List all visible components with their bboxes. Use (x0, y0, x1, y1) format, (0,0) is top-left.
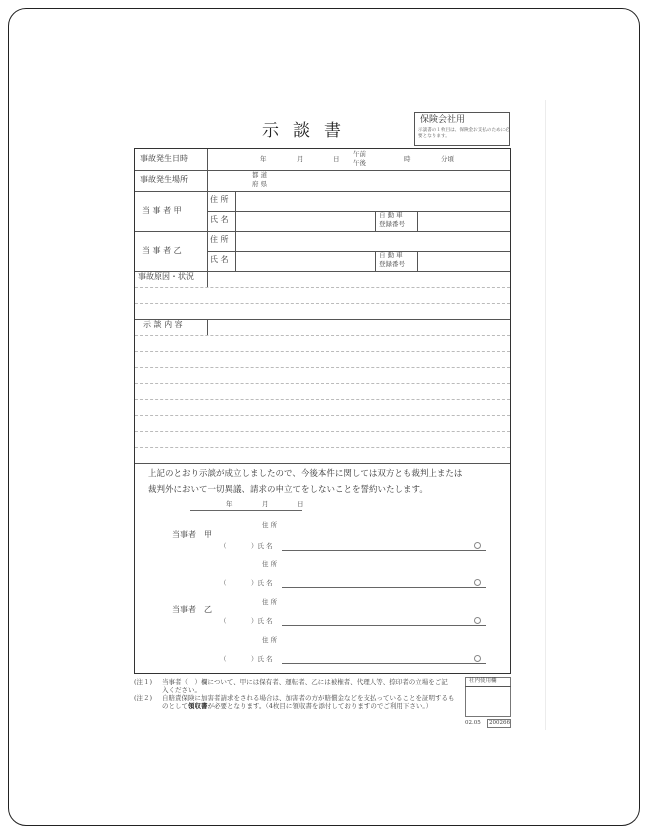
col-divider (207, 170, 208, 191)
row-divider (207, 251, 510, 252)
seal-mark-icon (474, 655, 481, 662)
sig-name-line (282, 587, 486, 588)
place-label: 事故発生場所 (140, 175, 188, 184)
year-unit: 年 (260, 155, 267, 163)
fuken-label: 府 県 (252, 180, 268, 188)
internal-box-divider (465, 686, 511, 687)
party-a-address-label: 住 所 (210, 195, 229, 204)
date-label: 事故発生日時 (140, 154, 188, 163)
party-a-label: 当 事 者 甲 (142, 206, 182, 215)
content-write-line (135, 431, 510, 432)
hour-unit: 時 (404, 155, 411, 163)
seal-mark-icon (474, 542, 481, 549)
seal-mark-icon (474, 617, 481, 624)
insurer-box-note: 示談書の１枚目は、保険金お支払のために必要となります。 (418, 128, 510, 139)
form-table (134, 148, 511, 674)
party-b-address-label: 住 所 (210, 235, 229, 244)
content-write-line (135, 367, 510, 368)
row-divider (135, 170, 510, 171)
sig-address-label: 住 所 (262, 521, 278, 529)
minute-unit: 分頃 (441, 155, 454, 163)
sig-party-b-label: 当事者 乙 (172, 605, 212, 614)
sig-address-label: 住 所 (262, 560, 278, 568)
month-unit: 月 (297, 155, 304, 163)
footer-code-1: 02.05 (465, 720, 481, 726)
content-write-line (135, 447, 510, 448)
sig-paren-open: （ (220, 579, 227, 587)
am-label: 午前 (353, 150, 366, 158)
sig-name-label: ）氏 名 (251, 617, 273, 625)
sig-party-a-label: 当事者 甲 (172, 530, 212, 539)
agreement-month: 月 (262, 500, 269, 508)
col-divider (207, 191, 208, 271)
seal-mark-icon (474, 579, 481, 586)
note-1-label: (注１) (134, 678, 153, 686)
insurer-box-title: 保険会社用 (420, 115, 466, 125)
content-write-line (135, 335, 510, 336)
sig-name-line (282, 663, 486, 664)
date-line (190, 510, 302, 511)
sig-address-label: 住 所 (262, 598, 278, 606)
col-divider (207, 319, 208, 335)
party-b-registration-label: 登録番号 (379, 260, 405, 268)
col-divider (207, 271, 208, 287)
party-a-registration-label: 登録番号 (379, 220, 405, 228)
pm-label: 午後 (353, 159, 366, 167)
agreement-year: 年 (226, 500, 233, 508)
row-divider (135, 191, 510, 192)
sheet-edge (545, 100, 546, 730)
content-label: 示 談 内 容 (143, 320, 183, 329)
party-b-name-label: 氏 名 (210, 255, 229, 264)
note-2-label: (注２) (134, 694, 153, 702)
document-title: 示談書 (262, 121, 355, 141)
sig-paren-open: （ (220, 542, 227, 550)
sig-paren-open: （ (220, 655, 227, 663)
sig-address-label: 住 所 (262, 636, 278, 644)
row-divider (135, 231, 510, 232)
note-1-text: 当事者（ ）欄について、甲には保有者、運転者、乙には被権者、代理人等、捺印者の立場をご記入ください。 (162, 678, 448, 694)
note-2-text (162, 694, 458, 710)
content-write-line (135, 383, 510, 384)
content-write-line (135, 415, 510, 416)
sig-name-label: ）氏 名 (251, 542, 273, 550)
sig-name-label: ）氏 名 (251, 655, 273, 663)
sig-name-line (282, 550, 486, 551)
internal-use-label: 社内使用欄 (469, 678, 497, 684)
sig-name-label: ）氏 名 (251, 579, 273, 587)
agreement-line-1: 上記のとおり示談が成立しましたので、今後本件に関しては双方とも裁判上または (148, 469, 463, 479)
note-2-post: が必要となります。（4枚目に領収書を添付しておりますのでご利用下さい。） (207, 702, 433, 710)
cause-write-line (135, 303, 510, 304)
todo-label: 都 道 (252, 171, 268, 179)
footer-code-2: 200266 (489, 720, 510, 726)
sig-paren-open: （ (220, 617, 227, 625)
col-divider (235, 191, 236, 271)
row-divider (207, 211, 510, 212)
content-write-line (135, 399, 510, 400)
party-b-vehicle-label: 自 動 車 (379, 251, 403, 259)
party-a-vehicle-label: 自 動 車 (379, 211, 403, 219)
col-divider (417, 251, 418, 271)
row-divider (135, 463, 510, 464)
agreement-line-2: 裁判外において一切異議、請求の申立てをしないことを誓約いたします。 (148, 485, 428, 495)
note-2-bold: 領収書 (188, 702, 208, 710)
day-unit: 日 (333, 155, 340, 163)
agreement-day: 日 (297, 500, 304, 508)
party-b-label: 当 事 者 乙 (142, 246, 182, 255)
col-divider (375, 251, 376, 271)
content-write-line (135, 351, 510, 352)
col-divider (417, 211, 418, 231)
note-2-pre: 自賠責保険に加害者請求をされる場合は、加害者の方が賠償金などを支払っていることを証明するものとして (162, 694, 455, 710)
cause-write-line (135, 287, 510, 288)
party-a-name-label: 氏 名 (210, 215, 229, 224)
sig-name-line (282, 625, 486, 626)
row-divider (135, 319, 510, 320)
cause-label: 事故原因・状況 (138, 272, 194, 281)
col-divider (375, 211, 376, 231)
col-divider (207, 149, 208, 170)
